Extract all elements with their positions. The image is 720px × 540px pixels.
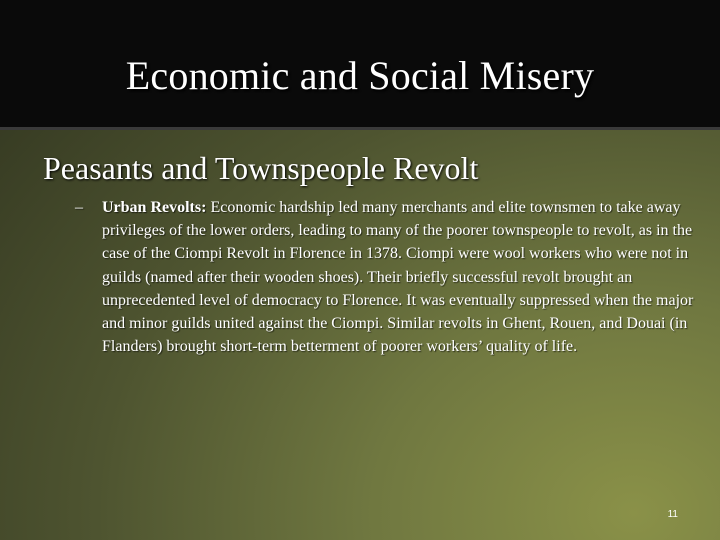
bullet-lead: Urban Revolts: <box>102 199 207 216</box>
slide-number: 11 <box>667 509 678 520</box>
bullet-item <box>75 196 700 358</box>
bullet-text <box>102 196 700 358</box>
section-heading: Peasants and Townspeople Revolt <box>43 150 479 186</box>
bullet-body: Economic hardship led many merchants and elite townsmen to take away privileges of the lower orders, leading to many of the poorer townspeople to revolt, as in the case of the Ciompi Revolt in Florence in 1378. Ciompi were wool workers who were not in guilds (named after their wooden shoes). Their briefly successful revolt brought an unprecedented level of democracy to Florence. It was eventually suppressed when the major and minor guilds united against the Ciompi. Similar revolts in Ghent, Rouen, and Douai (in Flanders) brought short-term betterment of poorer workers’ quality of life. <box>102 199 694 356</box>
title-bar <box>0 0 720 130</box>
slide-title: Economic and Social Misery <box>125 53 595 98</box>
bullet-dash: – <box>75 199 83 216</box>
